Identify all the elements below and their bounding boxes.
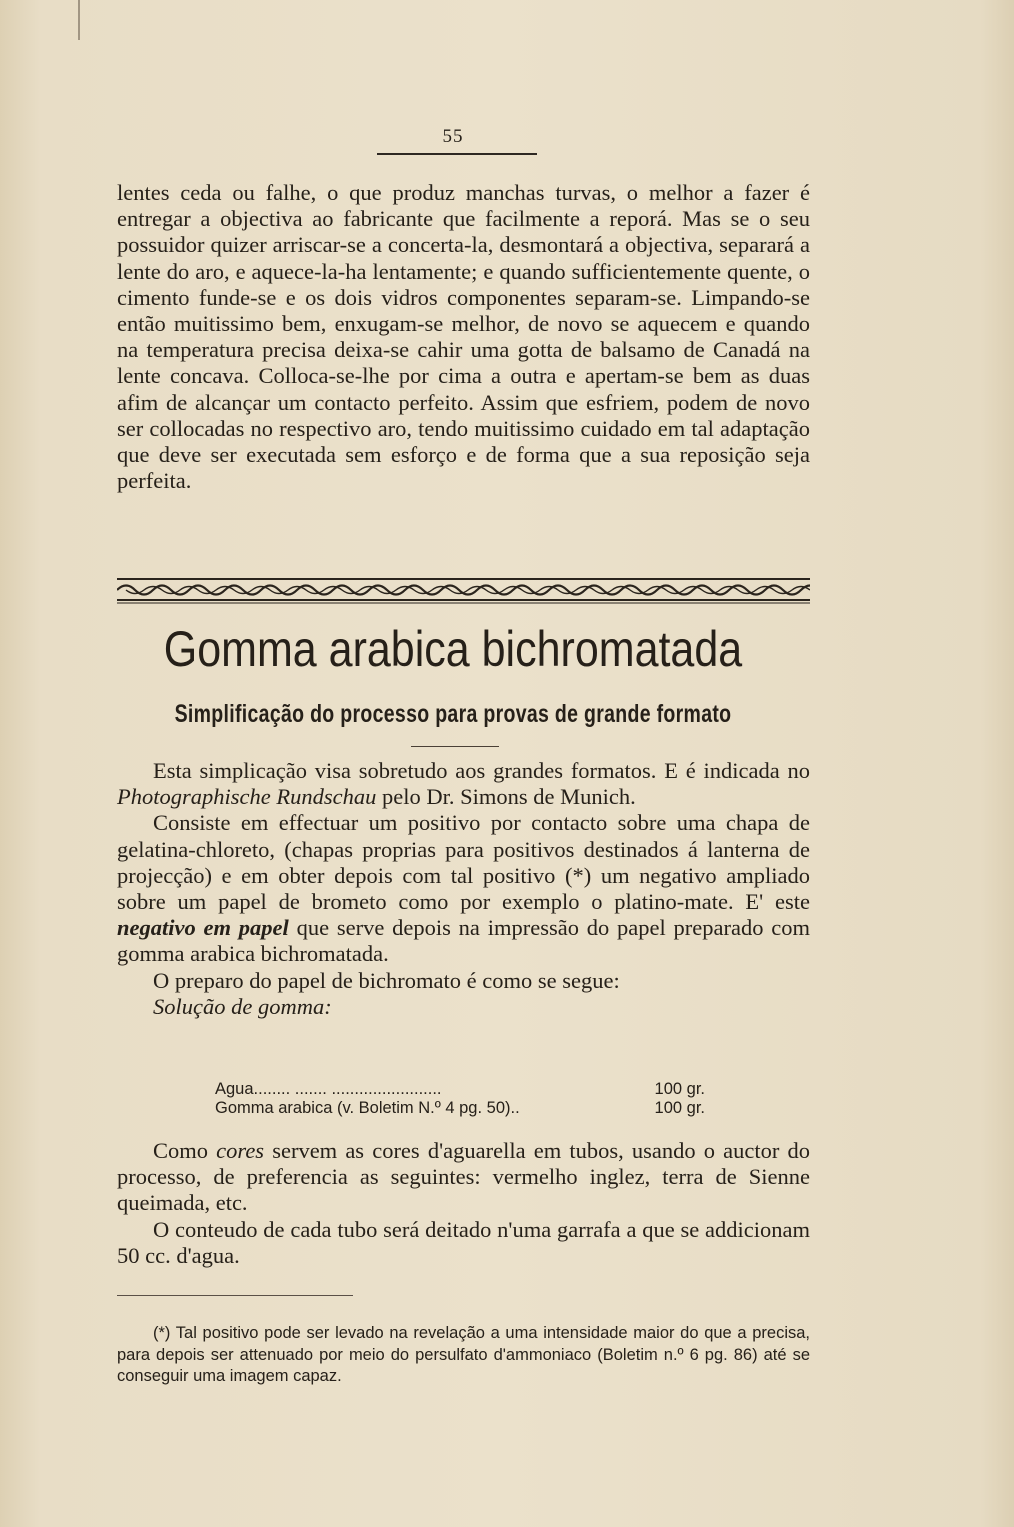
page-edge-mark <box>78 0 80 40</box>
paragraph-text: lentes ceda ou falhe, o que produz manchas turvas, o melhor a fazer é entregar a objectiva ao fabricante que facilmente a reporá. Mas se o seu possuidor quizer arriscar-se a concerta-la, desmontará a objectiva, separará a lente do aro, e aquece-la-ha lentamente; e quando sufficientemente quente, o cimento funde-se e os dois vidros componentes separam-se. Limpando-se então muitissimo bem, enxugam-se melhor, de novo se aquecem e quando na temperatura precisa deixa-se cahir uma gotta de balsamo de Canadá na lente concava. Colloca-se-lhe por cima a outra e apertam-se bem as duas afim de alcançar um contacto perfeito. Assim que esfriem, podem de novo ser collocadas no respectivo aro, tendo muitissimo cuidado em tal adaptação que deve ser executada sem esforço e de forma que a sua reposição seja perfeita. <box>117 180 810 494</box>
recipe-table <box>215 1080 705 1118</box>
header-rule <box>377 153 537 155</box>
recipe-row <box>215 1080 705 1099</box>
footnote-rule <box>117 1295 353 1296</box>
paragraph-tube: O conteudo de cada tubo será deitado n'uma garrafa a que se addicionam 50 cc. d'agua. <box>117 1216 810 1268</box>
article-body <box>117 758 810 1020</box>
recipe-item: Gomma arabica (v. Boletim N.º 4 pg. 50).. <box>215 1099 520 1117</box>
paragraph-preparation: O preparo do papel de bichromato é como se segue: <box>153 967 620 993</box>
paragraph-process: Consiste em effectuar um positivo por contacto sobre uma chapa de gelatina-chloreto, (chapas proprias para positivos destinados á lanterna de projecção) e em obter depois com tal positivo (*) um negativo ampliado sobre um papel de brometo como por exemplo o platino-mate. E' este negativo em papel que serve depois na impressão do papel preparado com gomma arabica bichromatada. <box>117 810 811 967</box>
article-subtitle: Simplificação do processo para provas de grande formato <box>174 700 732 728</box>
footnote-text: (*) Tal positivo pode ser levado na revelação a uma intensidade maior do que a precisa, para depois ser attenuado por meio do persulfato d'ammoniaco (Boletim n.º 6 pg. 86) até se conseguir uma imagem capaz. <box>117 1324 810 1385</box>
paragraph-colors: Como cores servem as cores d'aguarella em tubos, usando o auctor do processo, de preferencia as seguintes: vermelho inglez, terra de Sienne queimada, etc. <box>117 1138 810 1216</box>
paragraph-intro: Esta simplicação visa sobretudo aos grandes formatos. E é indicada no Photographische Rundschau pelo Dr. Simons de Munich. <box>117 758 810 810</box>
recipe-row <box>215 1099 705 1118</box>
article-body-continued <box>117 1138 810 1269</box>
recipe-quantity: 100 gr. <box>654 1080 705 1098</box>
page-number: 55 <box>442 126 464 147</box>
recipe-item: Agua........ ....... ........................ <box>215 1080 442 1098</box>
recipe-quantity: 100 gr. <box>654 1099 705 1117</box>
continued-paragraph <box>117 180 810 494</box>
footnote <box>117 1323 810 1388</box>
ornamental-divider <box>117 576 810 604</box>
article-title: Gomma arabica bichromatada <box>163 621 743 677</box>
solution-heading: Solução de gomma: <box>153 993 332 1019</box>
subtitle-rule <box>411 746 499 747</box>
